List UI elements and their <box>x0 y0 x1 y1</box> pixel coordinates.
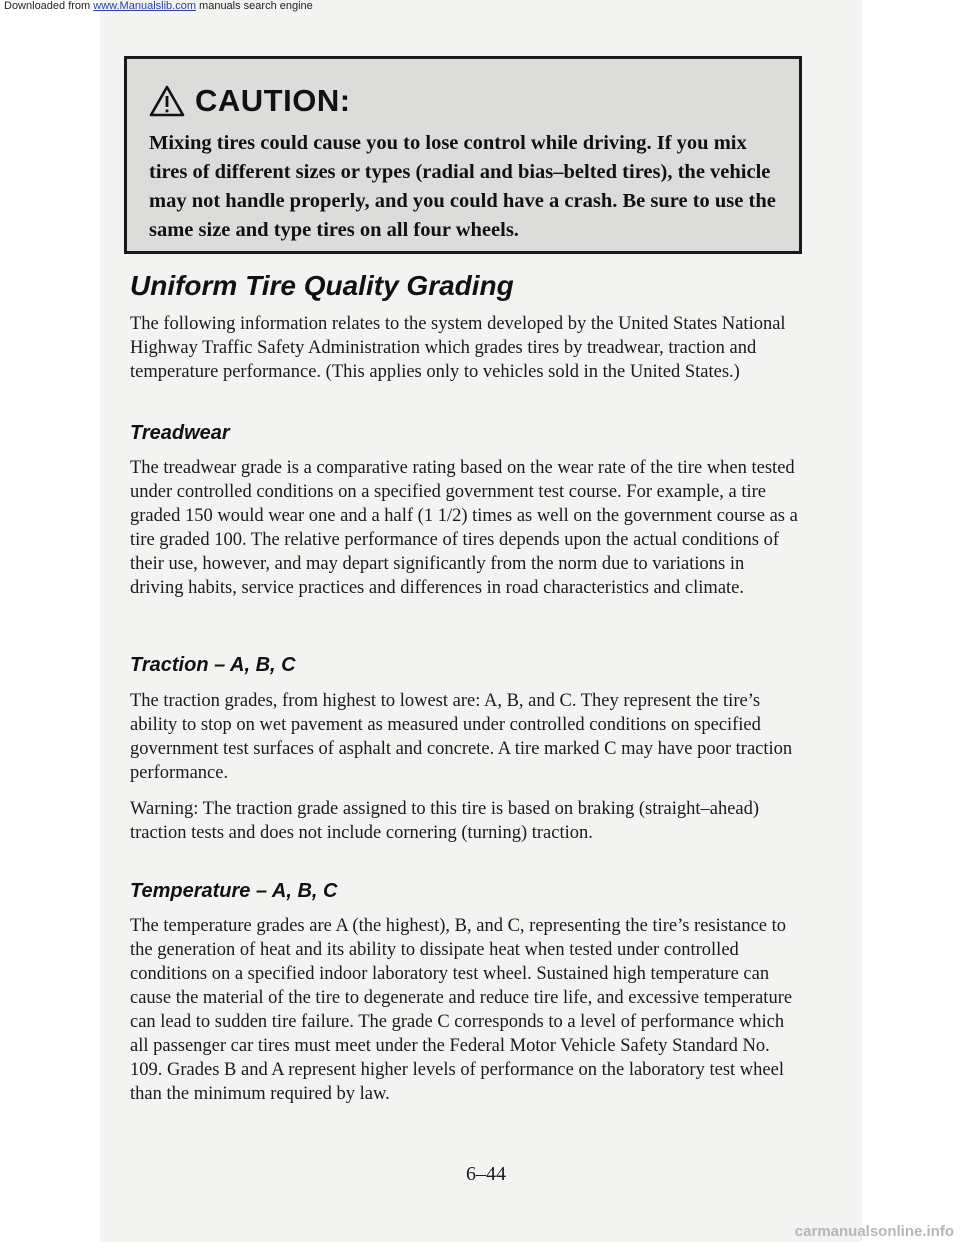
download-prefix: Downloaded from <box>4 0 94 12</box>
traction-heading: Traction – A, B, C <box>130 654 296 676</box>
treadwear-paragraph: The treadwear grade is a comparative rating based on the wear rate of the tire when tested under controlled conditions on a specified government test course. For example, a tire graded 150 would wear one and a half (1 1/2) times as well on the government course as a tire graded 100. The relative performance of tires depends upon the actual conditions of their use, however, and may depart significantly from the norm due to variations in driving habits, service practices and differences in road characteristics and climate. <box>130 458 798 598</box>
download-header <box>4 0 313 12</box>
caution-header <box>149 83 351 119</box>
caution-text: Mixing tires could cause you to lose control while driving. If you mix tires of different sizes or types (radial and bias–belted tires), the vehicle may not handle properly, and you could have a crash. Be sure to use the same size and type tires on all four wheels. <box>149 132 776 241</box>
footer-logo: carmanualsonline.info <box>794 1223 954 1240</box>
traction-warning-paragraph: Warning: The traction grade assigned to this tire is based on braking (straight–ahead) traction tests and does not include cornering (turning) traction. <box>130 799 760 843</box>
caution-title: CAUTION: <box>195 83 351 118</box>
intro-paragraph: The following information relates to the system developed by the United States National Highway Traffic Safety Administration which grades tires by treadwear, traction and temperature performance. (This applies only to vehicles sold in the United States.) <box>130 314 786 382</box>
section-title: Uniform Tire Quality Grading <box>130 270 514 301</box>
warning-triangle-icon <box>149 85 185 117</box>
treadwear-heading: Treadwear <box>130 422 230 444</box>
manualslib-link[interactable]: www.Manualslib.com <box>93 0 196 12</box>
caution-box <box>124 56 802 254</box>
traction-paragraph: The traction grades, from highest to lowest are: A, B, and C. They represent the tire’s ability to stop on wet pavement as measured under controlled conditions on specified government test surfaces of asphalt and concrete. A tire marked C may have poor traction performance. <box>130 691 793 783</box>
temperature-heading: Temperature – A, B, C <box>130 880 338 902</box>
temperature-paragraph: The temperature grades are A (the highest), B, and C, representing the tire’s resistance to the generation of heat and its ability to dissipate heat when tested under controlled conditions on a specified indoor laboratory test wheel. Sustained high temperature can cause the material of the tire to degenerate and reduce tire life, and excessive temperature can lead to sudden tire failure. The grade C corresponds to a level of performance which all passenger car tires must meet under the Federal Motor Vehicle Safety Standard No. 109. Grades B and A represent higher levels of performance on the laboratory test wheel than the minimum required by law. <box>130 916 793 1104</box>
page-number: 6–44 <box>466 1163 506 1185</box>
download-suffix: manuals search engine <box>195 0 313 12</box>
